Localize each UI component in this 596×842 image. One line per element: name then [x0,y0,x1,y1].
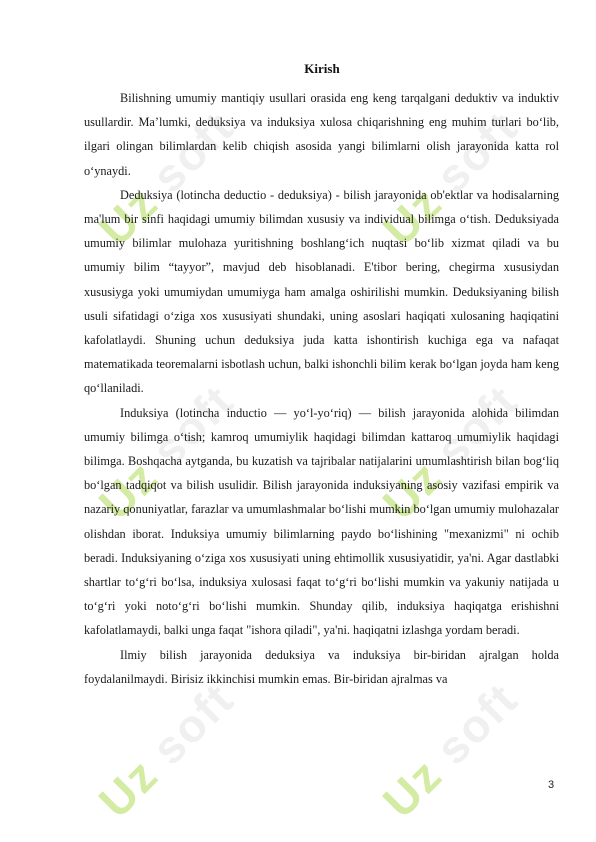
paragraph: Bilishning umumiy mantiqiy usullari orasida eng keng tarqalgani deduktiv va induktiv usullardir. Ma’lumki, deduksiya va induksiya xulosa chiqarishning eng muhim turlari bo‘lib, ilgari olingan bilimlardan kelib chiqish asosida yangi bilimlarni olish jarayonida katta rol o‘ynaydi. [84,91,559,178]
paragraph: Ilmiy bilish jarayonida deduksiya va induksiya bir-biridan ajralgan holda foydalanilmaydi. Birisiz ikkinchisi mumkin emas. Bir-biridan ajralmas va [84,647,559,686]
watermark: Uz soft [372,100,528,256]
paragraph: Deduksiya (lotincha deductio - deduksiya) - bilish jarayonida ob'ektlar va hodisalarning ma'lum bir sinfi haqidagi umumiy bilimdan xususiy va individual bilimga o‘tish. Deduksiyada umumiy bilimlar mulohaza yuritishning boshlang‘ich nuqtasi bo‘lib xizmat qiladi va bu umumiy bilim “tayyor”, mavjud deb hisoblanadi. E'tibor bering, chegirma xususiydan xususiyga yoki umumiydan umumiyga ham amalga oshirilishi mumkin. Deduksiyaning bilish usuli sifatidagi o‘ziga xos xususiyati shundaki, uning asoslari haqiqati xulosaning haqiqatini kafolatlaydi. Shuning uchun deduksiya juda katta ishontirish kuchiga ega va nafaqat matematikada teoremalarni isbotlash uchun, balki ishonchli bilim kerak bo‘lgan joyda ham keng qo‘llaniladi. [84,187,559,396]
page-title: Kirish [304,61,340,76]
watermark: Uz soft [88,100,244,256]
page-number: 3 [548,779,555,791]
document-body [84,86,559,691]
watermark: Uz soft [372,374,528,530]
watermark: Uz soft [88,672,244,828]
watermark: Uz soft [88,374,244,530]
paragraph: Induksiya (lotincha inductio — yo‘l-yo‘riq) — bilish jarayonida alohida bilimdan umumiy bilimga o‘tish; kamroq umumiylik haqidagi bilimdan kattaroq umumiylik haqidagi bilimga. Boshqacha aytganda, bu kuzatish va tajribalar natijalarini umumlashtirish bilan bog‘liq bo‘lgan tadqiqot va bilish usulidir. Bilish jarayonida induksiyaning asosiy vazifasi empirik va nazariy qonuniyatlar, farazlar va umumlashmalar bo‘lishi mumkin bo‘lgan umumiy mulohazalar olishdan iborat. Induksiya umumiy bilimlarning paydo bo‘lishining "mexanizmi" ni ochib beradi. Induksiyaning o‘ziga xos xususiyati uning ehtimollik xususiyatidir, ya'ni. Agar dastlabki shartlar to‘g‘ri bo‘lsa, induksiya xulosasi faqat to‘g‘ri bo‘lishi mumkin va yakuniy natijada u to‘g‘ri yoki noto‘g‘ri bo‘lishi mumkin. Shunday qilib, induksiya haqiqatga erishishni kafolatlamaydi, balki unga faqat "ishora qiladi", ya'ni. haqiqatni izlashga yordam beradi. [84,405,559,638]
watermark: Uz soft [372,672,528,828]
